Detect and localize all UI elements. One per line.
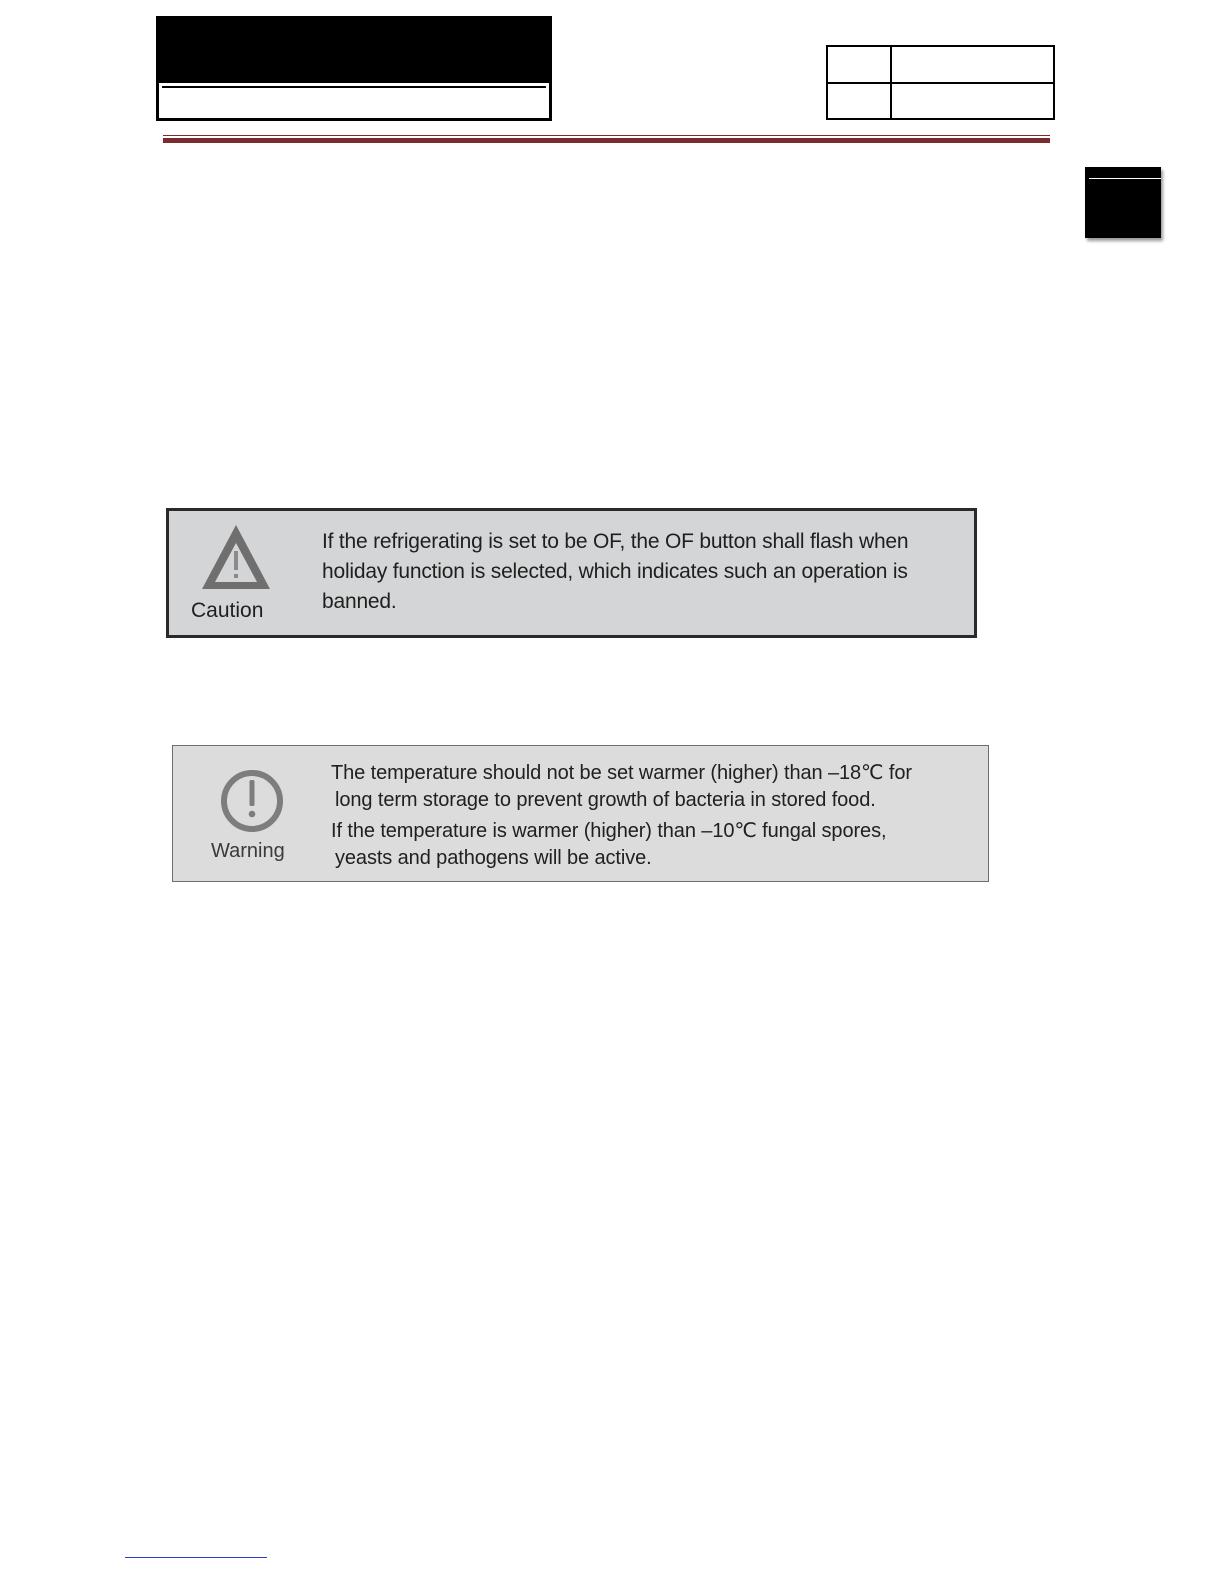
- caution-text: [322, 527, 962, 617]
- exclamation-circle-icon: [219, 768, 285, 834]
- caution-text-line: If the refrigerating is set to be OF, the OF button shall flash when: [322, 530, 909, 553]
- header-title-bar: [159, 19, 549, 83]
- warning-text-line: long term storage to prevent growth of bacteria in stored food.: [335, 789, 876, 811]
- chapter-tab: [1085, 167, 1161, 238]
- warning-text: [331, 760, 981, 872]
- header-divider: [163, 138, 1050, 143]
- warning-triangle-icon: [199, 521, 273, 593]
- caution-text-line: holiday function is selected, which indicates such an operation is: [322, 560, 908, 583]
- header-title-block: [156, 16, 552, 121]
- caution-notice: [166, 508, 977, 638]
- header-table-row: [827, 46, 1054, 83]
- warning-text-line: The temperature should not be set warmer (higher) than –18℃ for: [331, 762, 912, 784]
- header-table-row: [827, 83, 1054, 120]
- caution-text-line: banned.: [322, 590, 397, 613]
- caution-label: Caution: [191, 599, 264, 622]
- warning-label: Warning: [211, 840, 285, 862]
- header-subtitle-bar: [162, 86, 546, 118]
- header-table-cell: [827, 83, 891, 120]
- header-table-cell: [891, 83, 1054, 120]
- warning-text-line: yeasts and pathogens will be active.: [335, 847, 652, 869]
- header-table-cell: [827, 46, 891, 83]
- warning-notice: [172, 745, 989, 882]
- warning-text-line: If the temperature is warmer (higher) than –10℃ fungal spores,: [331, 820, 887, 842]
- chapter-tab-line: [1089, 178, 1161, 179]
- header-info-table: [826, 45, 1055, 120]
- header-divider-thin: [163, 135, 1050, 136]
- footer-link[interactable]: [125, 1557, 267, 1558]
- header-table-cell: [891, 46, 1054, 83]
